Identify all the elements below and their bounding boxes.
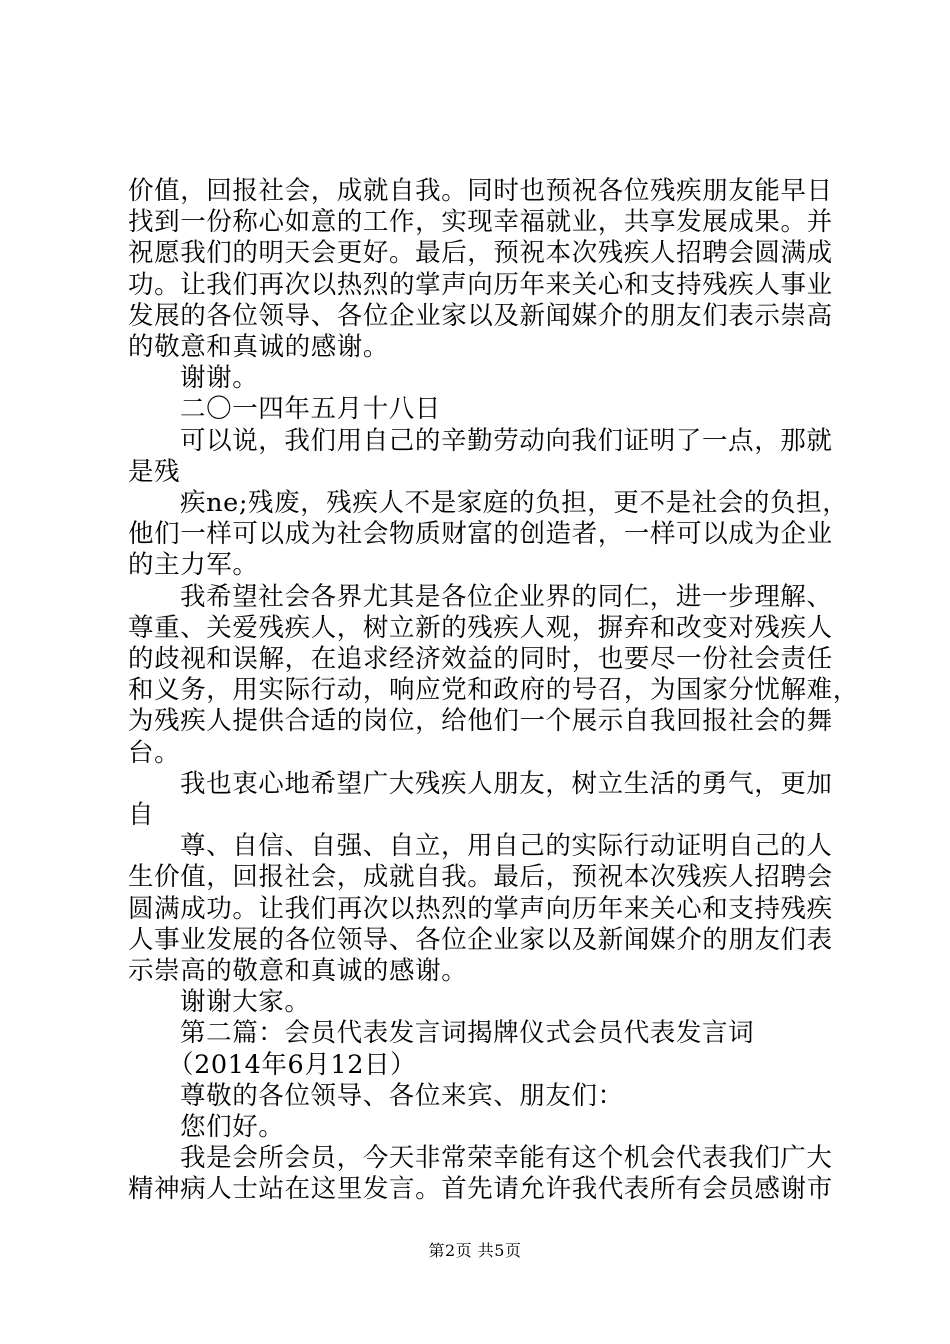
section-date: （2014年6月12日） — [168, 1050, 417, 1080]
text-line: 祝愿我们的明天会更好。最后，预祝本次残疾人招聘会圆满成 — [128, 238, 833, 268]
text-line: 找到一份称心如意的工作，实现幸福就业，共享发展成果。并 — [128, 207, 833, 237]
text-line: 疾ne;残废，残疾人不是家庭的负担，更不是社会的负担， — [180, 488, 849, 518]
text-line: 我希望社会各界尤其是各位企业界的同仁，进一步理解、 — [180, 582, 833, 612]
text-line: 的歧视和误解，在追求经济效益的同时，也要尽一份社会责任 — [128, 644, 833, 674]
section-heading: 第二篇：会员代表发言词揭牌仪式会员代表发言词 — [180, 1018, 755, 1048]
text-line: 尊、自信、自强、自立，用自己的实际行动证明自己的人 — [180, 831, 833, 861]
text-line: 生价值，回报社会，成就自我。最后，预祝本次残疾人招聘会 — [128, 862, 833, 892]
text-line: 我是会所会员，今天非常荣幸能有这个机会代表我们广大 — [180, 1143, 833, 1173]
text-line: 圆满成功。让我们再次以热烈的掌声向历年来关心和支持残疾 — [128, 894, 833, 924]
text-line: 是残 — [128, 457, 181, 487]
text-line: 发展的各位领导、各位企业家以及新闻媒介的朋友们表示崇高 — [128, 301, 833, 331]
text-line: 我也衷心地希望广大残疾人朋友，树立生活的勇气，更加 — [180, 769, 833, 799]
text-line: 可以说，我们用自己的辛勤劳动向我们证明了一点，那就 — [180, 426, 833, 456]
text-line: 谢谢大家。 — [180, 987, 311, 1017]
text-line: 为残疾人提供合适的岗位，给他们一个展示自我回报社会的舞 — [128, 706, 833, 736]
date-line: 二〇一四年五月十八日 — [180, 394, 442, 424]
text-line: 台。 — [128, 738, 181, 768]
text-line: 价值，回报社会，成就自我。同时也预祝各位残疾朋友能早日 — [128, 176, 833, 206]
text-line: 精神病人士站在这里发言。首先请允许我代表所有会员感谢市 — [128, 1174, 833, 1204]
salutation: 尊敬的各位领导、各位来宾、朋友们： — [180, 1081, 624, 1111]
greeting: 您们好。 — [180, 1112, 285, 1142]
text-line: 尊重、关爱残疾人，树立新的残疾人观，摒弃和改变对残疾人 — [128, 613, 833, 643]
text-line: 和义务，用实际行动，响应党和政府的号召，为国家分忧解难， — [128, 675, 859, 705]
text-line: 他们一样可以成为社会物质财富的创造者，一样可以成为企业 — [128, 519, 833, 549]
text-line: 的主力军。 — [128, 550, 259, 580]
text-line: 人事业发展的各位领导、各位企业家以及新闻媒介的朋友们表 — [128, 925, 833, 955]
page-number-footer: 第2页 共5页 — [428, 1241, 522, 1260]
text-line: 自 — [128, 800, 155, 830]
text-line: 的敬意和真诚的感谢。 — [128, 332, 390, 362]
text-line: 示崇高的敬意和真诚的感谢。 — [128, 956, 468, 986]
text-line: 功。让我们再次以热烈的掌声向历年来关心和支持残疾人事业 — [128, 270, 833, 300]
text-line: 谢谢。 — [180, 363, 259, 393]
